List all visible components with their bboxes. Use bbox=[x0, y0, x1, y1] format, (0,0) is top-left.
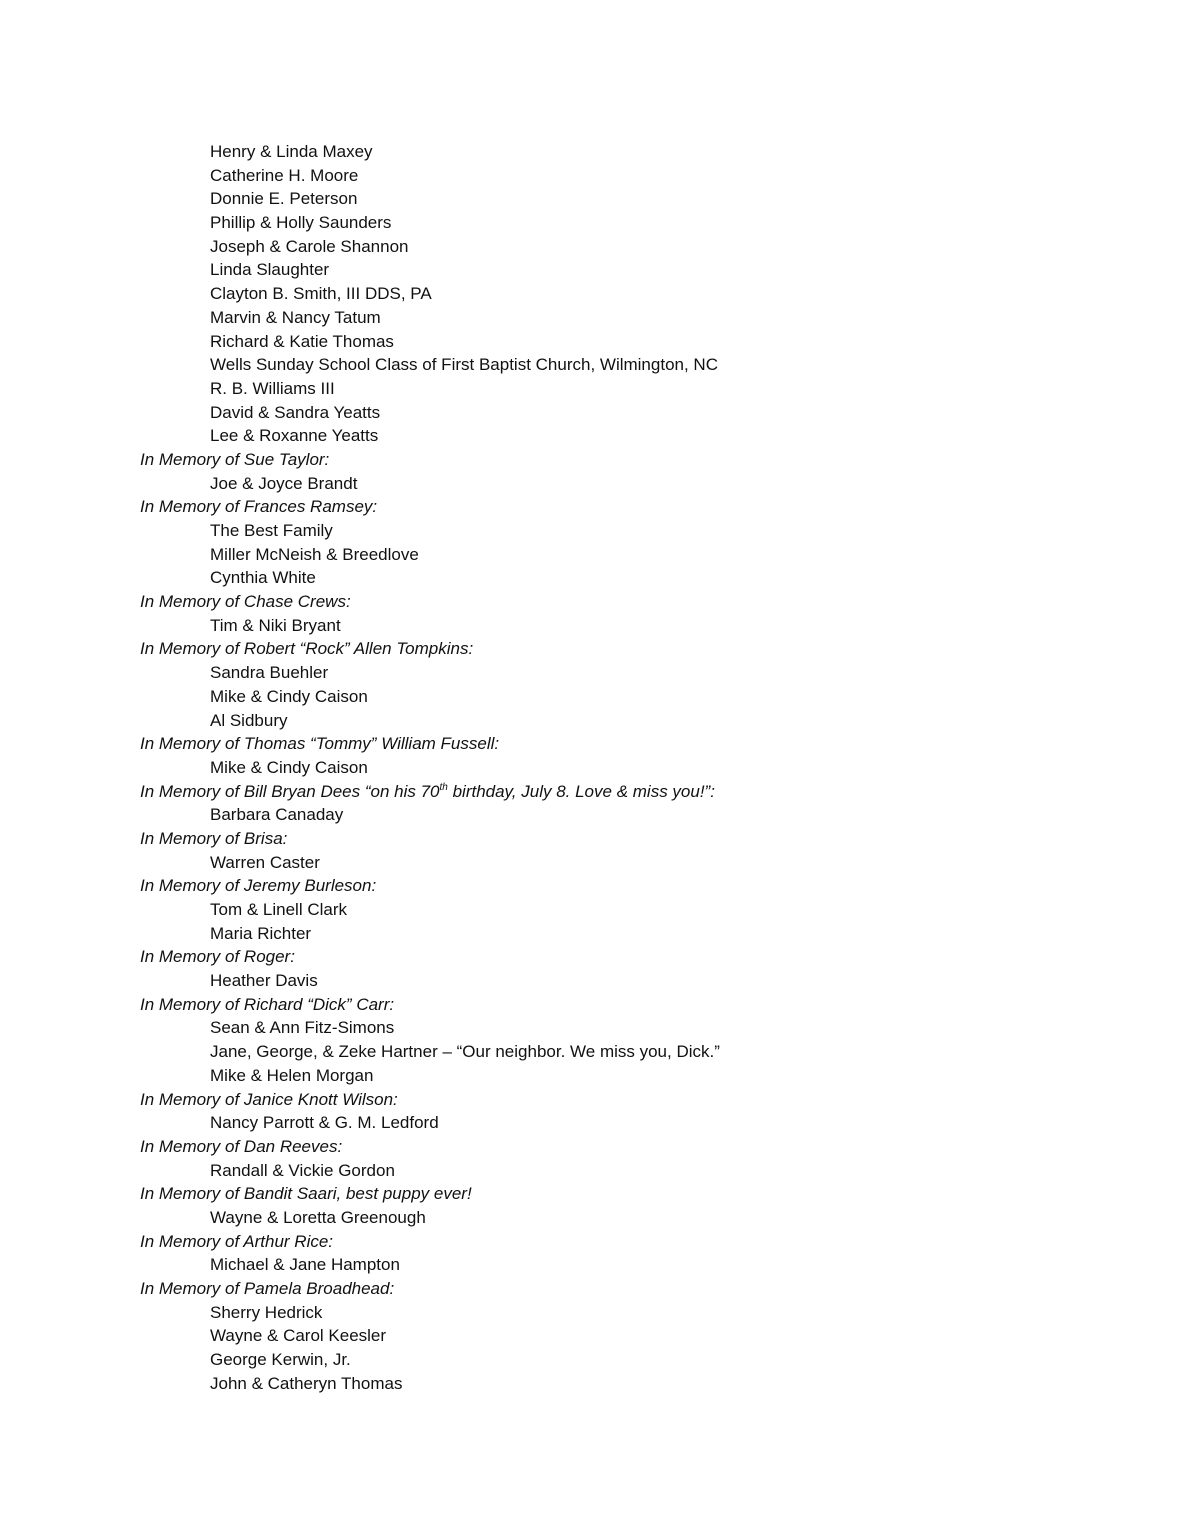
memorial-heading: In Memory of Janice Knott Wilson: bbox=[140, 1089, 398, 1109]
donor-name: Cynthia White bbox=[210, 568, 316, 588]
donor-name: Sean & Ann Fitz-Simons bbox=[210, 1018, 395, 1038]
donor-name: Jane, George, & Zeke Hartner – “Our neighbor. We miss you, Dick.” bbox=[210, 1042, 720, 1062]
donor-name: Warren Caster bbox=[210, 852, 320, 872]
donor-name: Heather Davis bbox=[210, 971, 318, 991]
donor-name: George Kerwin, Jr. bbox=[210, 1350, 351, 1370]
memorial-heading: In Memory of Frances Ramsey: bbox=[140, 497, 378, 517]
donor-name: Linda Slaughter bbox=[210, 260, 330, 280]
donor-name: Wayne & Carol Keesler bbox=[210, 1326, 387, 1346]
donor-name: Wayne & Loretta Greenough bbox=[210, 1207, 426, 1227]
donor-name: Donnie E. Peterson bbox=[210, 189, 358, 209]
memorial-heading: In Memory of Sue Taylor: bbox=[140, 449, 330, 469]
donor-name: Sherry Hedrick bbox=[210, 1302, 323, 1322]
donor-name: John & Catheryn Thomas bbox=[210, 1373, 403, 1393]
donor-name: Richard & Katie Thomas bbox=[210, 331, 394, 351]
memorial-heading: In Memory of Pamela Broadhead: bbox=[140, 1279, 395, 1298]
donor-name: Tim & Niki Bryant bbox=[210, 615, 341, 635]
donor-name: Randall & Vickie Gordon bbox=[210, 1160, 395, 1180]
donor-name: Lee & Roxanne Yeatts bbox=[210, 426, 379, 446]
donor-name: Clayton B. Smith, III DDS, PA bbox=[210, 284, 432, 304]
donor-name: Mike & Helen Morgan bbox=[210, 1065, 374, 1085]
donor-name: Michael & Jane Hampton bbox=[210, 1255, 400, 1275]
heading-superscript: th bbox=[439, 781, 448, 793]
memorial-heading: In Memory of Bandit Saari, best puppy ever! bbox=[140, 1184, 472, 1204]
donor-name: R. B. Williams III bbox=[210, 378, 335, 398]
donor-name: Miller McNeish & Breedlove bbox=[210, 544, 419, 564]
donor-name: Mike & Cindy Caison bbox=[210, 686, 368, 706]
memorial-heading: In Memory of Chase Crews: bbox=[140, 592, 351, 612]
donor-name: Maria Richter bbox=[210, 923, 312, 943]
memorial-heading: In Memory of Richard “Dick” Carr: bbox=[140, 994, 395, 1014]
donor-name: Phillip & Holly Saunders bbox=[210, 213, 392, 233]
donor-name: Nancy Parrott & G. M. Ledford bbox=[210, 1113, 439, 1133]
memorial-heading: In Memory of Arthur Rice: bbox=[140, 1231, 334, 1251]
heading-text: birthday, July 8. Love & miss you!”: bbox=[447, 781, 715, 801]
heading-text: In Memory of Bill Bryan Dees “on his 70 bbox=[140, 781, 440, 801]
memorial-heading: In Memory of Roger: bbox=[140, 947, 295, 967]
memorial-heading: In Memory of Dan Reeves: bbox=[140, 1136, 343, 1156]
donor-name: Barbara Canaday bbox=[210, 805, 344, 825]
donor-name: Tom & Linell Clark bbox=[210, 900, 347, 919]
donor-name: The Best Family bbox=[210, 521, 333, 540]
donor-name: Catherine H. Moore bbox=[210, 165, 359, 185]
donor-name: Henry & Linda Maxey bbox=[210, 142, 373, 161]
donor-name: Marvin & Nancy Tatum bbox=[210, 307, 381, 327]
donor-name: Joe & Joyce Brandt bbox=[210, 473, 358, 493]
memorial-heading: In Memory of Brisa: bbox=[140, 828, 288, 848]
donor-name: Al Sidbury bbox=[210, 710, 288, 730]
donor-name: David & Sandra Yeatts bbox=[210, 402, 381, 422]
memorial-heading: In Memory of Robert “Rock” Allen Tompkins: bbox=[140, 639, 474, 659]
memorial-heading bbox=[0, 780, 1187, 804]
donor-name: Sandra Buehler bbox=[210, 663, 329, 683]
memorial-heading: In Memory of Jeremy Burleson: bbox=[140, 876, 377, 896]
memorial-heading: In Memory of Thomas “Tommy” William Fussell: bbox=[140, 734, 500, 754]
donor-name: Joseph & Carole Shannon bbox=[210, 236, 409, 256]
donor-name: Wells Sunday School Class of First Baptist Church, Wilmington, NC bbox=[210, 355, 718, 375]
donor-name: Mike & Cindy Caison bbox=[210, 757, 368, 777]
memorial-donor-list bbox=[0, 140, 1187, 1395]
